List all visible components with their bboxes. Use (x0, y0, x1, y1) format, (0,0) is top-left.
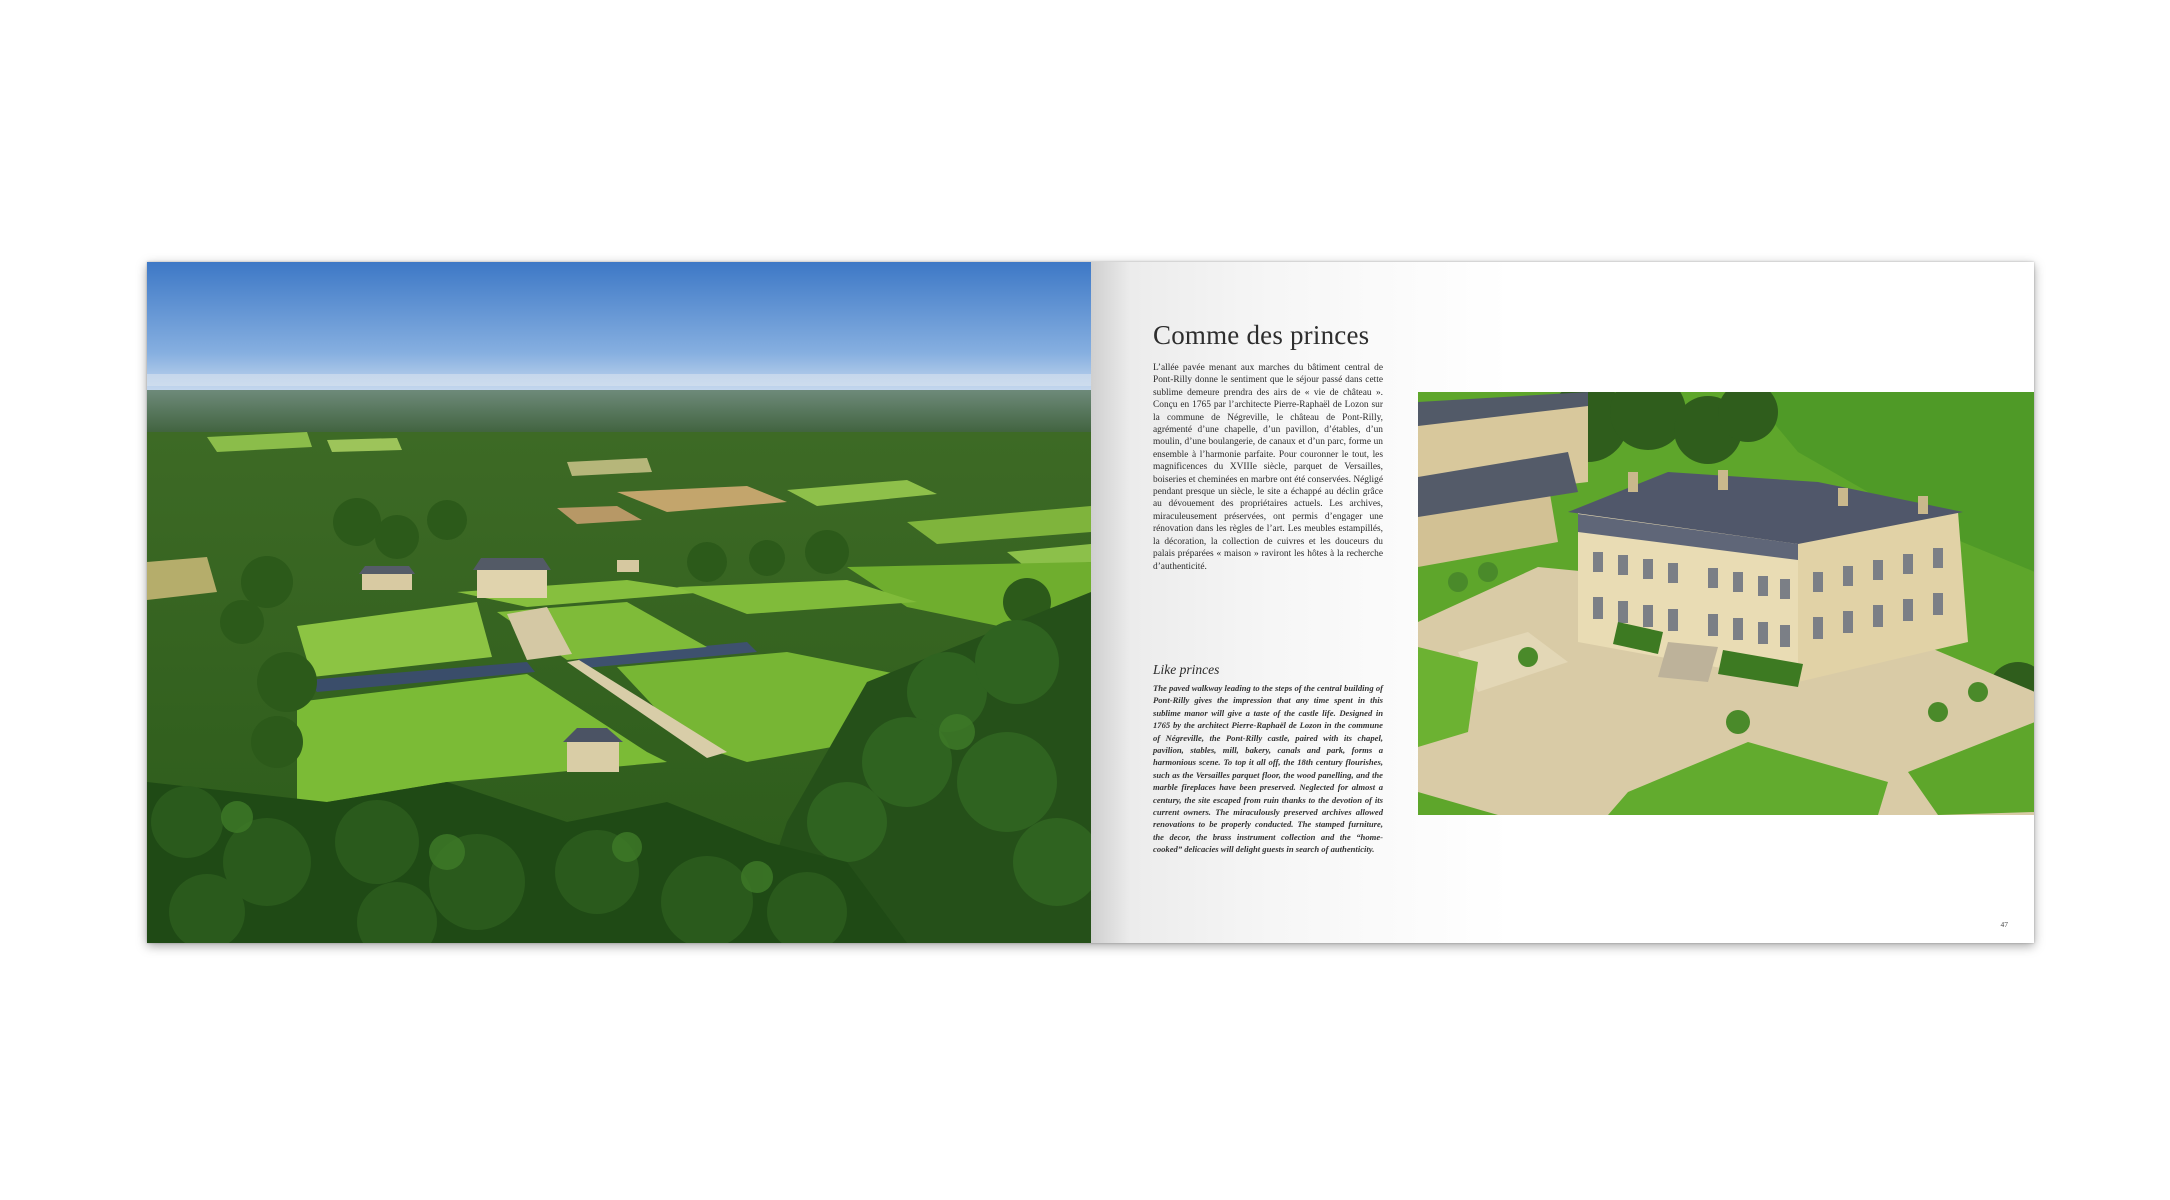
subtitle-en: Like princes (1153, 662, 1220, 677)
aerial-landscape-image (147, 262, 1091, 943)
right-page (1091, 262, 2034, 943)
book-spread (147, 262, 2034, 943)
body-text-en: The paved walkway leading to the steps of the central building of Pont-Rilly gives the impression that any time spent in this sublime manor will give a taste of the castle life. Designed in 1765 by the architect Pierre-Raphaël de Lozon in the commune of Négreville, the Pont-Rilly castle, paired with its chapel, pavilion, stables, mill, bakery, canals and park, forms a harmonious scene. To top it all off, the 18th century flourishes, such as the Versailles parquet floor, the wood panelling, and the marble fireplaces have been preserved. Neglected for almost a century, the site escaped from ruin thanks to the devotion of its current owners. The miraculously preserved archives allowed renovations to be properly conducted. The stamped furniture, the decor, the brass instrument collection and the “home-cooked” delicacies will delight guests in search of authenticity. (1153, 683, 1383, 855)
page-number: 47 (2000, 920, 2008, 929)
left-page (147, 262, 1091, 943)
chateau-aerial-image (1418, 392, 2034, 815)
page-title: Comme des princes (1153, 320, 1370, 350)
body-text-fr: L’allée pavée menant aux marches du bâtiment central de Pont-Rilly donne le sentiment que le séjour passé dans cette sublime demeure prendra des airs de « vie de château ». Conçu en 1765 par l’architecte Pierre-Raphaël de Lozon sur la commune de Négreville, le château de Pont-Rilly, agrémenté d’une chapelle, d’un pavillon, d’étables, d’un moulin, d’une boulangerie, de canaux et d’un parc, forme un ensemble à l’harmonie parfaite. Pour couronner le tout, les magnificences du XVIIIe siècle, parquet de Versailles, boiseries et cheminées en marbre ont été conservées. Négligé pendant presque un siècle, le site a échappé au déclin grâce au dévouement des propriétaires actuels. Les archives, miraculeusement préservées, ont permis d’engager une rénovation dans les règles de l’art. Les meubles estampillés, la décoration, la collection de cuivres et les douceurs du palais préparées « maison » raviront les hôtes à la recherche d’authenticité. (1153, 363, 1383, 572)
